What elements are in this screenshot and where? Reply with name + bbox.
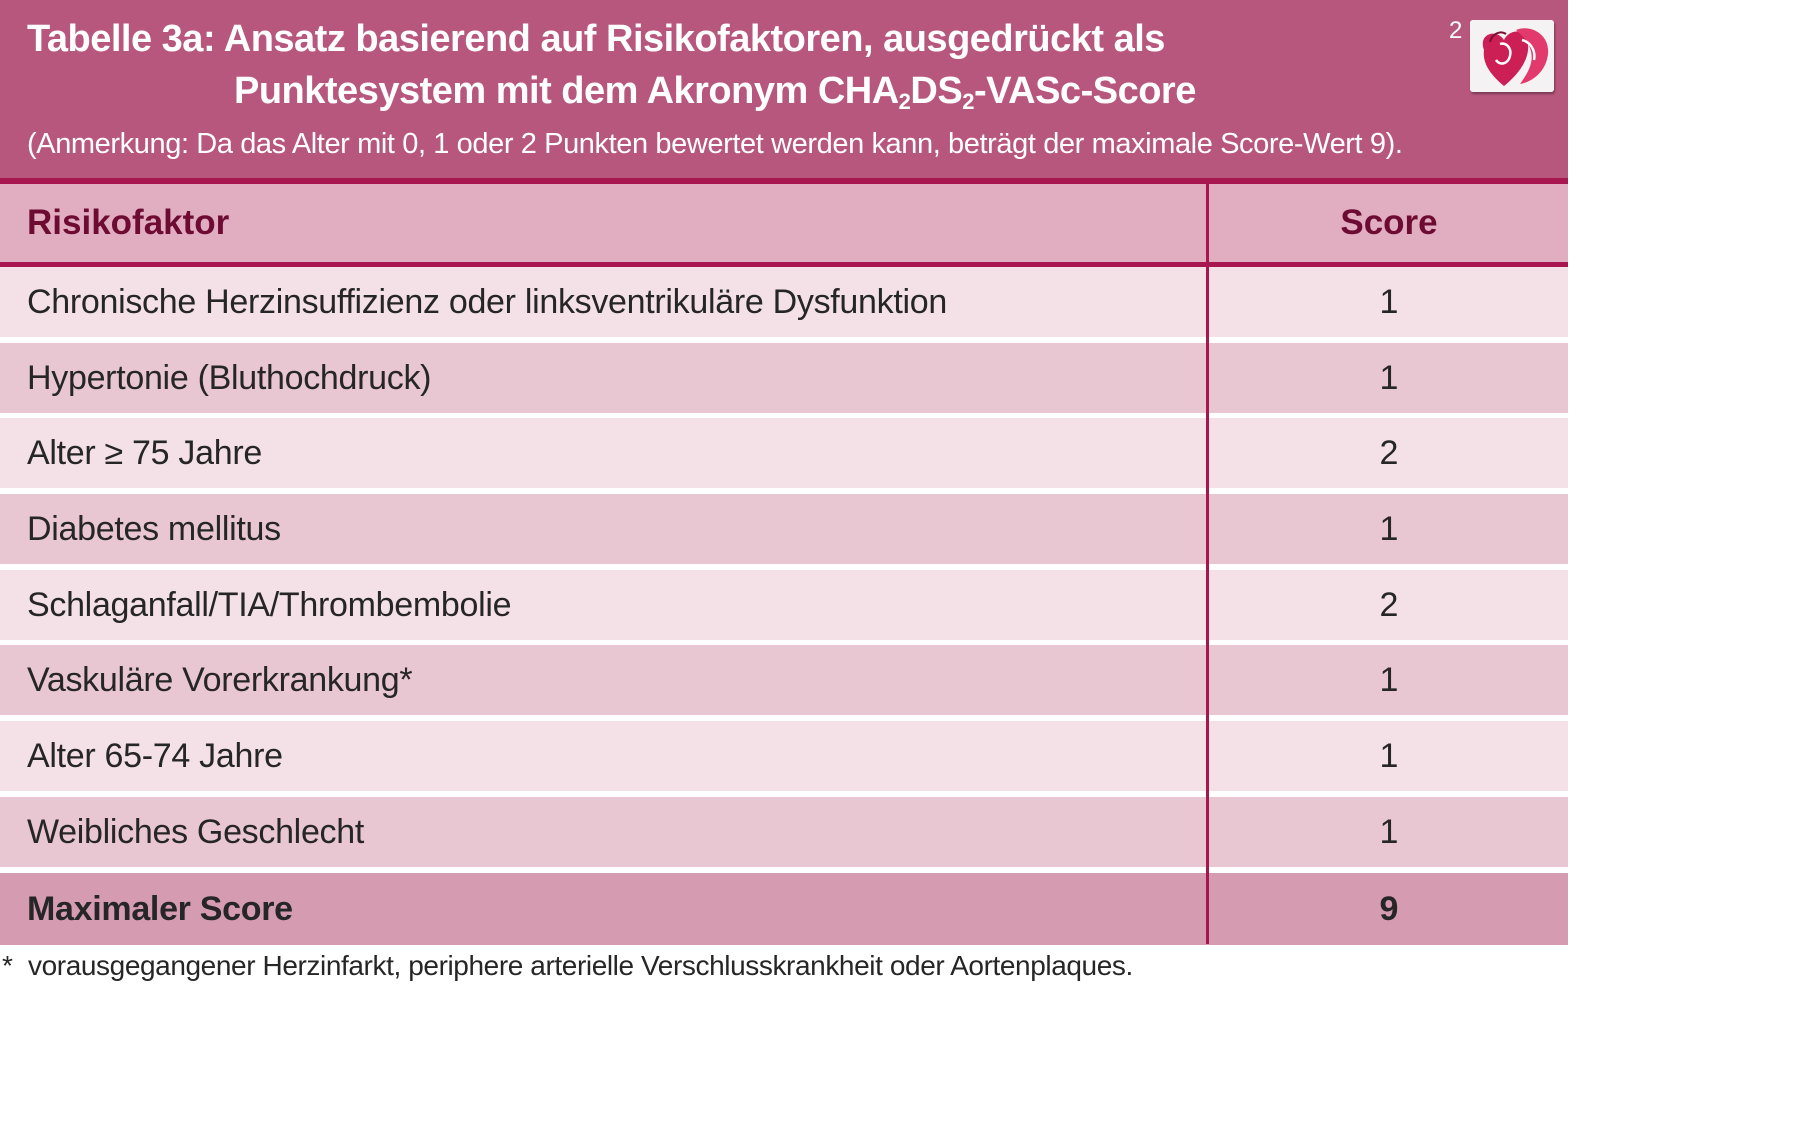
footnote-marker: * [2,950,13,981]
score-cell: 1 [1379,358,1399,397]
risk-factor-cell: Chronische Herzinsuffizienz oder linksventrikuläre Dysfunktion [27,283,947,321]
table-title-line-1: Tabelle 3a: Ansatz basierend auf Risikofaktoren, ausgedrückt als [27,18,1165,60]
table-row [0,721,1568,791]
reference-number: 2 [1449,17,1463,44]
title-part-b: DS [910,70,963,112]
risk-factor-cell: Weibliches Geschlecht [27,812,365,851]
score-cell: 1 [1379,510,1399,549]
risk-factor-cell: Schlaganfall/TIA/Thrombembolie [27,585,512,624]
risk-factor-cell: Alter ≥ 75 Jahre [27,434,262,473]
total-score: 9 [1379,889,1399,928]
score-cell: 1 [1379,812,1399,851]
column-header-row [0,184,1568,262]
table-row [0,343,1568,413]
table-row [0,418,1568,488]
score-cell: 1 [1379,283,1399,321]
table-body [0,267,1568,945]
risk-factor-cell: Vaskuläre Vorerkrankung* [27,661,413,700]
table-row [0,267,1568,337]
table-row [0,645,1568,715]
footnote-text: vorausgegangener Herzinfarkt, periphere arterielle Verschlusskrankheit oder Aortenplaques. [28,950,1133,981]
table-row [0,494,1568,564]
footnote [0,946,1568,986]
table-note: (Anmerkung: Da das Alter mit 0, 1 oder 2 Punkten bewertet werden kann, beträgt der maximale Score-Wert 9). [27,128,1403,160]
score-cell: 1 [1379,661,1399,700]
risk-factor-cell: Hypertonie (Bluthochdruck) [27,358,432,397]
total-row [0,873,1568,945]
total-label: Maximaler Score [27,889,293,928]
title-part-c: -VASc-Score [973,70,1196,112]
risk-factor-cell: Diabetes mellitus [27,510,281,549]
column-divider [1206,184,1209,944]
table-row [0,797,1568,867]
column-header-risk-factor: Risikofaktor [27,203,230,242]
title-subscript-2: 2 [962,89,974,114]
table-title-banner [0,0,1568,178]
score-cell: 2 [1379,434,1399,473]
score-cell: 1 [1379,737,1399,776]
table-row [0,570,1568,640]
title-subscript-1: 2 [898,89,911,114]
risk-factor-cell: Alter 65-74 Jahre [27,737,283,776]
heart-icon [1470,20,1554,92]
score-cell: 2 [1379,585,1399,624]
table-title-line-2 [234,66,1196,127]
column-header-score: Score [1340,203,1438,242]
title-part-a: Punktesystem mit dem Akronym CHA [234,70,899,112]
